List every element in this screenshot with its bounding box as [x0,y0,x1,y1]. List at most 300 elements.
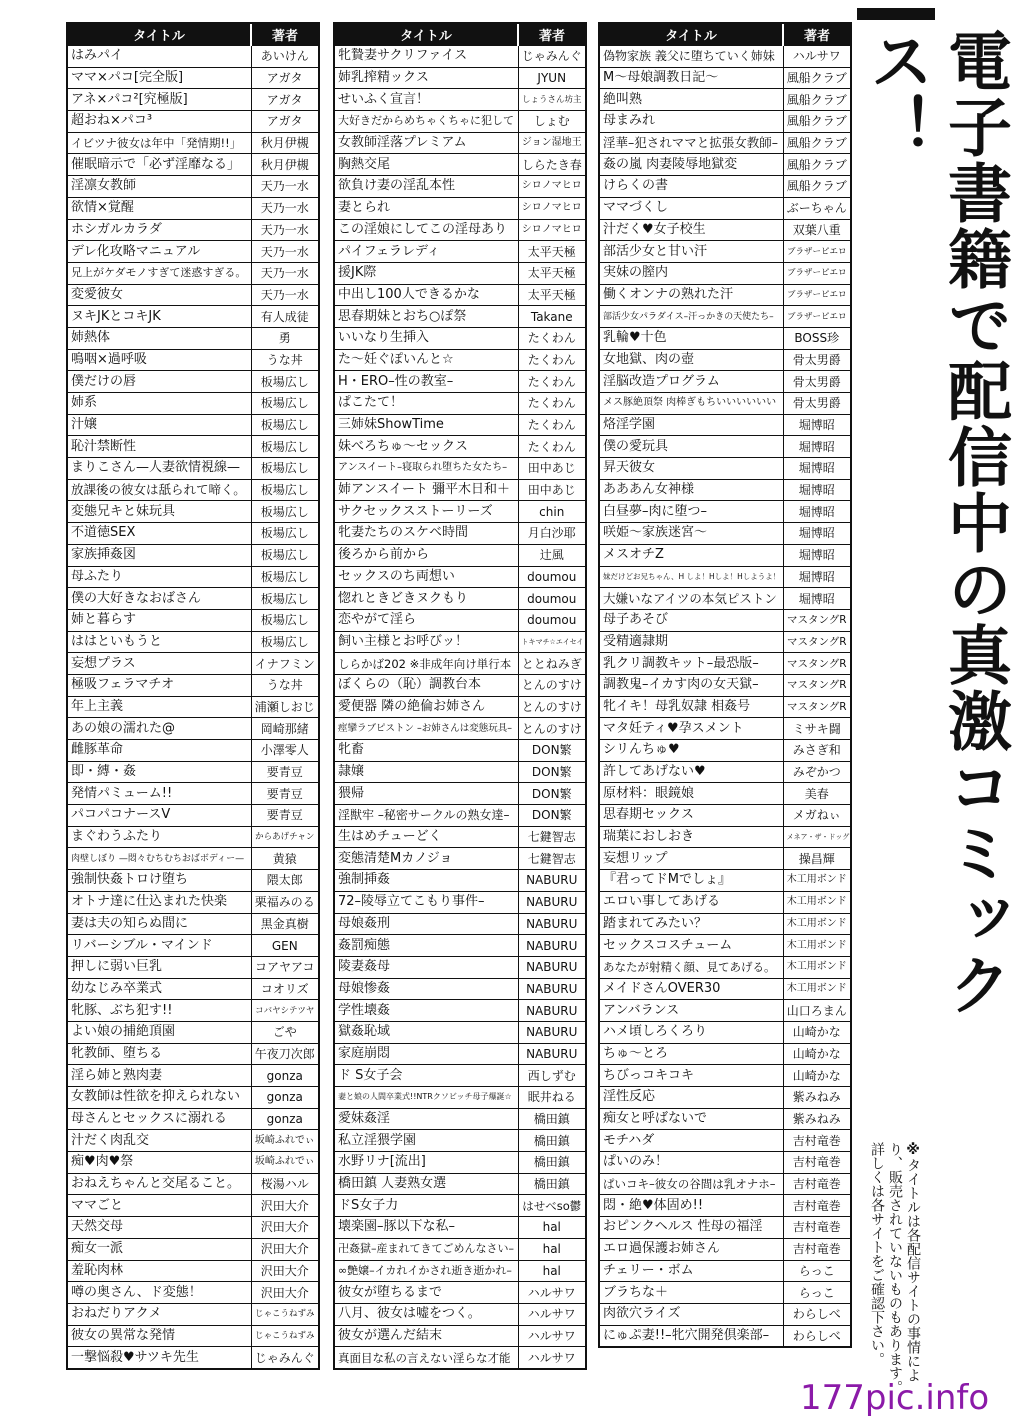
book-author: メネア・ザ・ドッグ [783,826,850,848]
book-author: chin [518,501,585,523]
title-list-column-2 [333,22,587,1370]
table-row [335,1195,585,1217]
table-row [68,306,318,328]
table-row [335,219,585,241]
table-row [600,805,850,827]
book-title: この淫娘にしてこの淫母あり [335,219,518,241]
book-title: 家庭崩悶 [335,1043,518,1065]
book-title: ド S女子会 [335,1065,518,1087]
book-author: NABURU [518,956,585,978]
table-row [600,46,850,68]
book-title: ははといもうと [68,631,251,653]
book-author: わらしべ [783,1325,850,1346]
book-title: ホシガルカラダ [68,219,251,241]
table-row [600,262,850,284]
table-row [68,241,318,263]
book-author: 午夜刀次郎 [251,1043,318,1065]
table-row [335,1021,585,1043]
table-row [335,566,585,588]
book-author: 月白沙耶 [518,523,585,545]
table-row [335,154,585,176]
table-row [600,1217,850,1239]
table-row [335,805,585,827]
book-author: たくわん [518,327,585,349]
book-author: 骨太男爵 [783,393,850,415]
table-row [68,1238,318,1260]
table-row [600,1152,850,1174]
table-row [600,501,850,523]
banner [857,8,1011,1128]
book-title: 女教師淫落プレミアム [335,132,518,154]
book-author: 天乃一水 [251,241,318,263]
table-row [335,371,585,393]
book-title: 肉壁しぼり —悶々むちむちおばボディー— [68,848,251,870]
book-title: ぱいのみ！ [600,1152,783,1174]
book-title: しらかば202 ※非成年向け単行本 [335,653,518,675]
book-title: 母まみれ [600,111,783,133]
book-title: 愛妹姦淫 [335,1108,518,1130]
table-row [68,176,318,198]
book-title: ちびっコキコキ [600,1065,783,1087]
book-author: 橋田鎮 [518,1108,585,1130]
book-author: 板場広し [251,371,318,393]
book-author: 堀博昭 [783,414,850,436]
book-title: 僕の愛玩具 [600,436,783,458]
book-title: あなたが射精く顔、見てあげる。 [600,956,783,978]
book-title: まりこさん—人妻欲情視線— [68,458,251,480]
book-title: 痙攣ラブピストン –お姉さんは変態玩具– [335,718,518,740]
book-author: 吉村竜巻 [783,1217,850,1239]
table-row [68,523,318,545]
table-row [68,1000,318,1022]
book-author: らっこ [783,1260,850,1282]
table-row [600,848,850,870]
table-row [68,544,318,566]
book-author: DON繁 [518,761,585,783]
table-row [335,588,585,610]
book-author: NABURU [518,1000,585,1022]
book-title: 痴女一派 [68,1238,251,1260]
table-row [68,262,318,284]
table-row [600,132,850,154]
table-row [600,740,850,762]
book-author: 太平天極 [518,241,585,263]
table-row [335,458,585,480]
table-row [68,479,318,501]
table-row [68,46,318,68]
book-title: 水野リナ[流出] [335,1152,518,1174]
table-row [600,436,850,458]
book-author: はせべso鬱 [518,1195,585,1217]
book-author: DON繁 [518,740,585,762]
table-row [68,1108,318,1130]
book-title: 彼女が堕ちるまで [335,1282,518,1304]
table-row [600,913,850,935]
book-title: 姉乳搾精ックス [335,67,518,89]
table-row [335,783,585,805]
table-row [335,1347,585,1368]
table-row [68,891,318,913]
header-title: タイトル [335,24,518,46]
book-title: セックスのち両想い [335,566,518,588]
book-title: 変愛彼女 [68,284,251,306]
book-author: みさぎ和 [783,740,850,762]
book-author: 風船クラブ [783,132,850,154]
table-row [68,284,318,306]
table-row [68,1065,318,1087]
book-author: コアヤアコ [251,956,318,978]
book-author: 沢田大介 [251,1238,318,1260]
book-title: アンバランス [600,1000,783,1022]
book-author: 板場広し [251,566,318,588]
book-title: 姉熱体 [68,327,251,349]
table-row [68,458,318,480]
book-title: ぼくらの（恥）調教台本 [335,674,518,696]
book-title: にゅぷ妻!!–牝穴開発倶楽部– [600,1325,783,1346]
book-title: ちゅ～とろ [600,1043,783,1065]
book-title: ヌキJKとコキJK [68,306,251,328]
book-author: じゃこうねずみ [251,1325,318,1347]
book-title: ハメ頃しろくろり [600,1021,783,1043]
book-author: 坂崎ふれでぃ [251,1152,318,1174]
book-author: 木工用ボンド [783,891,850,913]
book-title: 姦の嵐 肉妻陵辱地獄変 [600,154,783,176]
book-title: 彼女の異常な発情 [68,1325,251,1347]
book-author: JYUN [518,67,585,89]
table-row [335,241,585,263]
book-title: エロい事してあげる [600,891,783,913]
book-title: せいふく宣言！ [335,89,518,111]
book-title: ドS女子力 [335,1195,518,1217]
table-row [68,371,318,393]
table-row [68,154,318,176]
book-title: 私立淫猥学園 [335,1130,518,1152]
book-title: 鳴咽×過呼吸 [68,349,251,371]
book-title: 姉アンスイート 彌平木日和＋ [335,479,518,501]
table-row [68,1347,318,1368]
book-author: 勇 [251,327,318,349]
book-title: 肉欲穴ライズ [600,1303,783,1325]
table-row [68,327,318,349]
book-author: 吉村竜巻 [783,1130,850,1152]
table-row [335,1217,585,1239]
book-author: 美春 [783,783,850,805]
table-row [600,826,850,848]
book-author: BOSS珍 [783,327,850,349]
book-title: パイフェラレディ [335,241,518,263]
book-author: 堀博昭 [783,566,850,588]
table-row [600,653,850,675]
book-title: チェリー・ボム [600,1260,783,1282]
book-author: 骨太男爵 [783,349,850,371]
table-row [68,718,318,740]
book-author: 田中あじ [518,458,585,480]
book-author: 天乃一水 [251,284,318,306]
book-title: 姦罰痴態 [335,935,518,957]
table-row [68,414,318,436]
book-author: 小澤零人 [251,740,318,762]
book-author: じゃこうねずみ [251,1303,318,1325]
book-title: 淫脳改造プログラム [600,371,783,393]
book-author: 木工用ボンド [783,978,850,1000]
book-title: おピンクヘルス 性母の福淫 [600,1217,783,1239]
table-row [335,1260,585,1282]
book-title: おねだりアクメ [68,1303,251,1325]
book-title: 中出し100人できるかな [335,284,518,306]
table-row [335,46,585,68]
book-title: 強制快姦トロけ堕ち [68,870,251,892]
book-title: M～母娘調教日記～ [600,67,783,89]
book-title: 真面目な私の言えない淫らな才能 [335,1347,518,1368]
book-title: 女教師は性欲を抑えられない [68,1087,251,1109]
book-author: 太平天極 [518,262,585,284]
table-row [600,1282,850,1304]
book-title: 飼い主様とお呼びッ！ [335,631,518,653]
table-row [68,588,318,610]
availability-note [868,1142,943,1402]
book-title: 汁嬢 [68,414,251,436]
book-author: 板場広し [251,523,318,545]
book-author: 板場広し [251,544,318,566]
watermark-text: 177pic.info [800,1378,990,1418]
book-title: 乳輪♥十色 [600,327,783,349]
book-title: いいなり生挿入 [335,327,518,349]
book-author: 板場広し [251,479,318,501]
book-title: ママ×パコ[完全版] [68,67,251,89]
book-title: 一撃悩殺♥サツキ先生 [68,1347,251,1368]
book-author: とんのすけ [518,696,585,718]
book-author: 板場広し [251,501,318,523]
book-author: トキマチ☆エイセイ [518,631,585,653]
table-row [600,544,850,566]
table-row [68,696,318,718]
table-row [600,1087,850,1109]
table-row [335,1000,585,1022]
book-title: 恥汁禁断性 [68,436,251,458]
table-row [600,1000,850,1022]
table-row [68,848,318,870]
book-author: doumou [518,609,585,631]
book-title: モチハダ [600,1130,783,1152]
book-title: ママづくし [600,197,783,219]
book-author: 吉村竜巻 [783,1195,850,1217]
book-author: みぞかつ [783,761,850,783]
table-row [600,176,850,198]
table-row [335,1043,585,1065]
book-author: NABURU [518,1021,585,1043]
book-title: 思春期妹とおち○ぽ祭 [335,306,518,328]
book-title: 妻と娘の人間卒業式!!NTRクソビッチ母子爆誕☆ [335,1087,518,1109]
table-row [68,609,318,631]
table-row [600,1130,850,1152]
table-row [335,414,585,436]
table-row [335,1087,585,1109]
table-row [68,1195,318,1217]
book-author: 板場広し [251,414,318,436]
table-row [335,935,585,957]
book-title: マタ妊ティ♥孕スメント [600,718,783,740]
book-author: 板場広し [251,588,318,610]
book-title: 調教鬼–イカす肉の女天獄– [600,674,783,696]
table-row [600,67,850,89]
book-title: 働くオンナの熟れた汗 [600,284,783,306]
book-title: 卍姦獄–産まれてきてごめんなさい– [335,1238,518,1260]
table-row [335,609,585,631]
book-author: アガタ [251,111,318,133]
table-row [335,913,585,935]
table-row [600,935,850,957]
book-author: 板場広し [251,609,318,631]
book-title: 母娘姦刑 [335,913,518,935]
book-author: 太平天極 [518,284,585,306]
table-row [68,393,318,415]
book-author: 桜湯ハル [251,1173,318,1195]
book-author: 要青豆 [251,783,318,805]
book-title: 痴♥肉♥祭 [68,1152,251,1174]
title-table [600,24,850,1346]
note-mark: ※ [905,1142,921,1158]
table-row [335,284,585,306]
book-title: 雌豚革命 [68,740,251,762]
book-title: はみパイ [68,46,251,68]
book-author: 沢田大介 [251,1217,318,1239]
table-row [68,1152,318,1174]
book-author: NABURU [518,870,585,892]
book-author: gonza [251,1108,318,1130]
table-row [68,89,318,111]
table-row [600,371,850,393]
book-author: NABURU [518,1043,585,1065]
book-author: 坂崎ふれでぃ [251,1130,318,1152]
book-title: 僕の大好きなおばさん [68,588,251,610]
table-row [600,609,850,631]
book-author: ハルサワ [518,1282,585,1304]
book-title: あああん女神様 [600,479,783,501]
book-author: マスタングR [783,653,850,675]
title-list-column-3 [598,22,852,1348]
table-row [600,1325,850,1346]
book-title: 部活少女パラダイス–汗っかきの天使たち– [600,306,783,328]
table-row [600,284,850,306]
table-row [335,1152,585,1174]
book-title: 牝教師、堕ちる [68,1043,251,1065]
book-title: 昇天彼女 [600,458,783,480]
book-title: 咲姫～家族迷宮～ [600,523,783,545]
table-row [335,1108,585,1130]
book-author: わらしべ [783,1303,850,1325]
book-title: H・ERO–性の教室– [335,371,518,393]
table-row [335,1282,585,1304]
book-author: 木工用ボンド [783,935,850,957]
table-row [335,1325,585,1347]
table-row [68,219,318,241]
table-row [600,718,850,740]
book-author: 操昌輝 [783,848,850,870]
book-title: 牝妻たちのスケベ時間 [335,523,518,545]
book-author: 風船クラブ [783,154,850,176]
table-row [600,219,850,241]
book-author: 堀博昭 [783,588,850,610]
table-row [600,696,850,718]
book-author: からあげチャン [251,826,318,848]
book-author: gonza [251,1087,318,1109]
book-author: 黒金真樹 [251,913,318,935]
book-title: た～妊ぐぽいんと☆ [335,349,518,371]
book-author: NABURU [518,935,585,957]
table-row [600,111,850,133]
table-row [335,436,585,458]
book-title: 兄上がケダモノすぎて迷惑すぎる。 [68,262,251,284]
book-title: ぱいコキ–彼女の谷間は乳オナホ– [600,1173,783,1195]
table-row [600,761,850,783]
book-title: 欲情×覚醒 [68,197,251,219]
table-row [600,306,850,328]
book-title: 偽物家族 義父に堕ちていく姉妹 [600,46,783,68]
table-row [335,132,585,154]
book-title: 陵妻姦母 [335,956,518,978]
note-text: タイトルは各配信サイトの事情により、販売されていないものもあります。詳しくは各サイトをご確認下さい。 [869,1142,921,1394]
table-row [600,674,850,696]
book-title: 部活少女と甘い汗 [600,241,783,263]
book-author: 西しずむ [518,1065,585,1087]
book-author: シロノマヒロ [518,219,585,241]
table-row [68,67,318,89]
table-row [68,436,318,458]
table-row [335,740,585,762]
table-row [335,696,585,718]
book-author: しょうさん坊主 [518,89,585,111]
book-author: イナフミン [251,653,318,675]
book-title: おねえちゃんと交尾ること。 [68,1173,251,1195]
book-author: 木工用ボンド [783,913,850,935]
book-title: 羞恥肉林 [68,1260,251,1282]
book-author: 板場広し [251,458,318,480]
book-title: 淫性反応 [600,1087,783,1109]
book-title: 妻は夫の知らぬ間に [68,913,251,935]
table-row [600,588,850,610]
table-row [335,306,585,328]
table-row [335,848,585,870]
book-title: 妄想プラス [68,653,251,675]
book-title: 母ふたり [68,566,251,588]
header-author: 著者 [251,24,318,46]
table-row [335,891,585,913]
table-row [68,197,318,219]
book-title: 惚れときどきヌクもり [335,588,518,610]
table-row [600,393,850,415]
book-author: 紫みねみ [783,1108,850,1130]
book-author: じゃみんぐ [251,1347,318,1368]
book-title: 隷嬢 [335,761,518,783]
book-author: ブラザーピエロ [783,262,850,284]
book-author: 堀博昭 [783,479,850,501]
book-author: hal [518,1260,585,1282]
table-row [335,349,585,371]
table-row [68,1282,318,1304]
book-title: 変態兄キと妹玩具 [68,501,251,523]
book-title: 痴女と呼ばないで [600,1108,783,1130]
book-title: 淫華–犯されママと拡張女教師– [600,132,783,154]
table-row [68,826,318,848]
table-row [335,67,585,89]
table-row [68,1217,318,1239]
book-title: 瑞葉におしおき [600,826,783,848]
book-title: 極吸フェラマチオ [68,674,251,696]
table-row [600,1238,850,1260]
book-title: 悶・絶♥体固め!! [600,1195,783,1217]
book-author: NABURU [518,891,585,913]
book-author: じゃみんぐ [518,46,585,68]
